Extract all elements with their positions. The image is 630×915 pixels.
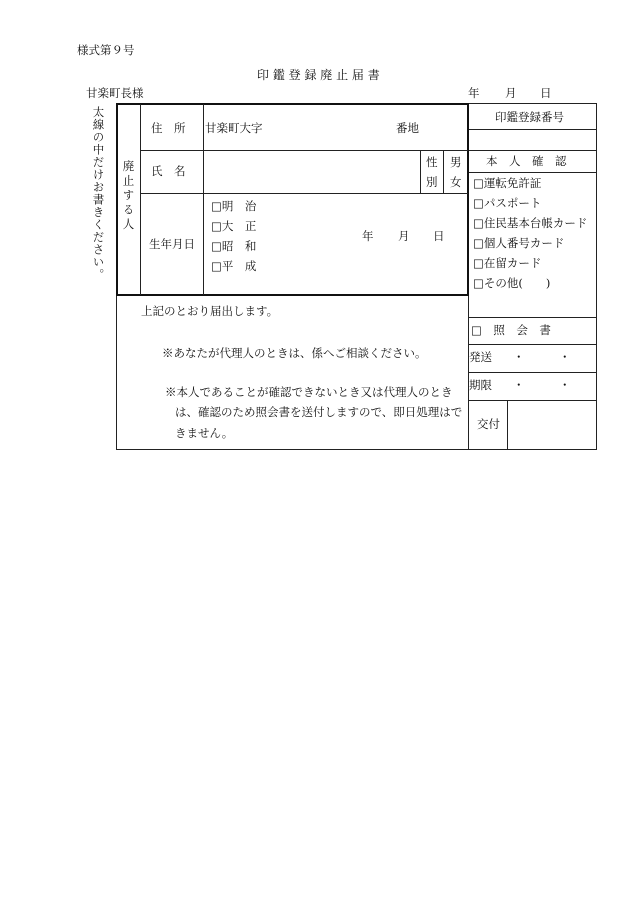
sex-male[interactable]: 男	[450, 155, 462, 169]
id-resident-card[interactable]: □住民基本台帳カード	[473, 216, 588, 230]
deadline-date-dots: ・ ・	[513, 378, 571, 392]
era-heisei[interactable]: □平 成	[211, 259, 257, 273]
era-meiji[interactable]: □明 治	[211, 199, 257, 213]
birth-year-label: 年	[362, 229, 374, 243]
side-note: 太線の中だけお書きください。	[91, 106, 106, 281]
applicant-label: 廃止する人	[121, 160, 136, 233]
confirm-note-line3: きません。	[175, 426, 234, 440]
era-showa[interactable]: □昭 和	[211, 239, 257, 253]
identity-check-label: 本 人 確 認	[486, 154, 567, 168]
id-passport[interactable]: □パスポート	[473, 196, 542, 210]
confirm-note-line1: ※本人であることが確認できないとき又は代理人のとき	[165, 385, 453, 399]
address-label: 住 所	[151, 121, 186, 135]
id-other[interactable]: □その他( )	[473, 276, 551, 290]
id-drivers-license[interactable]: □運転免許証	[473, 176, 542, 190]
date-month-label: 月	[505, 86, 517, 100]
sex-label-2: 別	[426, 175, 438, 189]
address-prefix: 甘楽町大字	[205, 121, 263, 135]
id-residence-card[interactable]: □在留カード	[473, 256, 542, 270]
form-number: 様式第９号	[77, 43, 135, 57]
birthdate-label: 生年月日	[149, 237, 195, 251]
id-mynumber-card[interactable]: □個人番号カード	[473, 236, 565, 250]
addressee: 甘楽町長様	[86, 86, 144, 100]
name-label: 氏 名	[151, 164, 186, 178]
date-day-label: 日	[540, 86, 552, 100]
sex-label-1: 性	[426, 155, 438, 169]
form-title: 印 鑑 登 録 廃 止 届 書	[257, 68, 380, 82]
era-taisho[interactable]: □大 正	[211, 219, 257, 233]
date-year-label: 年	[468, 86, 480, 100]
birth-day-label: 日	[433, 229, 445, 243]
birth-month-label: 月	[398, 229, 410, 243]
sent-date-dots: ・ ・	[513, 350, 571, 364]
deadline-label: 期限	[469, 378, 492, 392]
registration-number-label: 印鑑登録番号	[495, 110, 564, 124]
sex-female[interactable]: 女	[450, 175, 462, 189]
inquiry-label[interactable]: □ 照 会 書	[471, 323, 551, 337]
confirm-note-line2: は、確認のため照会書を送付しますので、即日処理はで	[175, 405, 463, 419]
sent-label: 発送	[469, 350, 492, 364]
declaration: 上記のとおり届出します。	[141, 304, 279, 318]
agent-note: ※あなたが代理人のときは、係へご相談ください。	[162, 346, 427, 360]
delivery-label: 交付	[477, 417, 500, 431]
address-suffix[interactable]: 番地	[396, 121, 419, 135]
